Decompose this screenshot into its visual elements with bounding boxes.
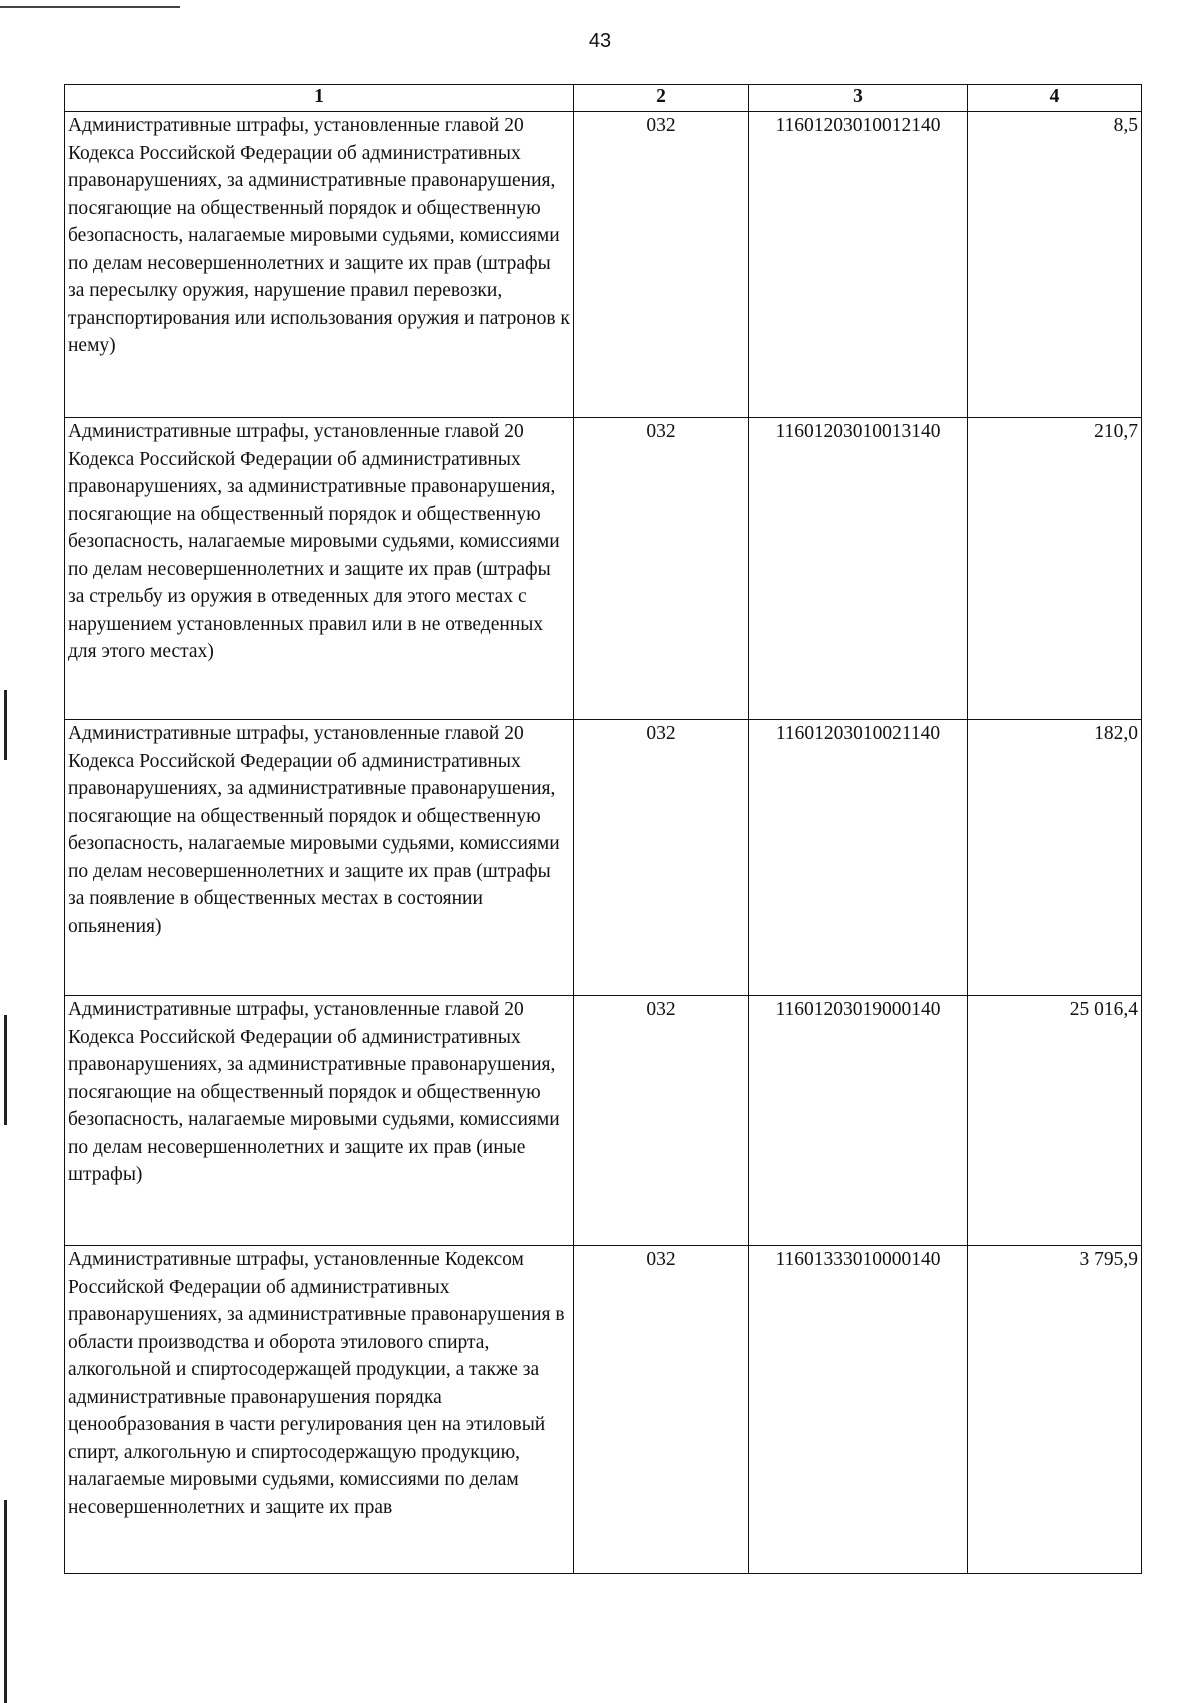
budget-table: [64, 84, 1142, 1574]
scan-edge-mark: [4, 690, 7, 760]
column-header: 3: [749, 85, 968, 112]
scan-edge-mark: [4, 1500, 7, 1703]
header-row: [65, 85, 1142, 112]
column-header: 4: [968, 85, 1142, 112]
admin-code: 032: [574, 996, 749, 1246]
budget-classification-code: 11601333010000140: [749, 1246, 968, 1574]
scan-edge-mark: [0, 6, 180, 8]
budget-classification-code: 11601203019000140: [749, 996, 968, 1246]
table-row: [65, 418, 1142, 720]
revenue-description: Административные штрафы, установленные главой 20 Кодекса Российской Федерации об административных правонарушениях, за административные правонарушения, посягающие на общественный порядок и общественную безопасность, налагаемые мировыми судьями, комиссиями по делам несовершеннолетних и защите их прав (штрафы за стрельбу из оружия в отведенных для этого местах с нарушением установленных правил или в не отведенных для этого местах): [65, 418, 574, 720]
budget-classification-code: 11601203010013140: [749, 418, 968, 720]
amount: 3 795,9: [968, 1246, 1142, 1574]
budget-classification-code: 11601203010012140: [749, 112, 968, 418]
admin-code: 032: [574, 720, 749, 996]
page-number: 43: [588, 30, 612, 52]
revenue-description: Административные штрафы, установленные главой 20 Кодекса Российской Федерации об административных правонарушениях, за административные правонарушения, посягающие на общественный порядок и общественную безопасность, налагаемые мировыми судьями, комиссиями по делам несовершеннолетних и защите их прав (штрафы за появление в общественных местах в состоянии опьянения): [65, 720, 574, 996]
table-row: [65, 996, 1142, 1246]
amount: 182,0: [968, 720, 1142, 996]
admin-code: 032: [574, 418, 749, 720]
table-row: [65, 112, 1142, 418]
amount: 25 016,4: [968, 996, 1142, 1246]
amount: 8,5: [968, 112, 1142, 418]
column-header: 1: [65, 85, 574, 112]
scan-edge-mark: [4, 1015, 7, 1125]
revenue-description: Административные штрафы, установленные главой 20 Кодекса Российской Федерации об административных правонарушениях, за административные правонарушения, посягающие на общественный порядок и общественную безопасность, налагаемые мировыми судьями, комиссиями по делам несовершеннолетних и защите их прав (иные штрафы): [65, 996, 574, 1246]
table-row: [65, 1246, 1142, 1574]
table-row: [65, 720, 1142, 996]
amount: 210,7: [968, 418, 1142, 720]
budget-classification-code: 11601203010021140: [749, 720, 968, 996]
revenue-description: Административные штрафы, установленные Кодексом Российской Федерации об административных правонарушениях, за административные правонарушения в области производства и оборота этилового спирта, алкогольной и спиртосодержащей продукции, а также за административные правонарушения порядка ценообразования в части регулирования цен на этиловый спирт, алкогольную и спиртосодержащую продукцию, налагаемые мировыми судьями, комиссиями по делам несовершеннолетних и защите их прав: [65, 1246, 574, 1574]
admin-code: 032: [574, 112, 749, 418]
admin-code: 032: [574, 1246, 749, 1574]
column-header: 2: [574, 85, 749, 112]
revenue-description: Административные штрафы, установленные главой 20 Кодекса Российской Федерации об административных правонарушениях, за административные правонарушения, посягающие на общественный порядок и общественную безопасность, налагаемые мировыми судьями, комиссиями по делам несовершеннолетних и защите их прав (штрафы за пересылку оружия, нарушение правил перевозки, транспортирования или использования оружия и патронов к нему): [65, 112, 574, 418]
